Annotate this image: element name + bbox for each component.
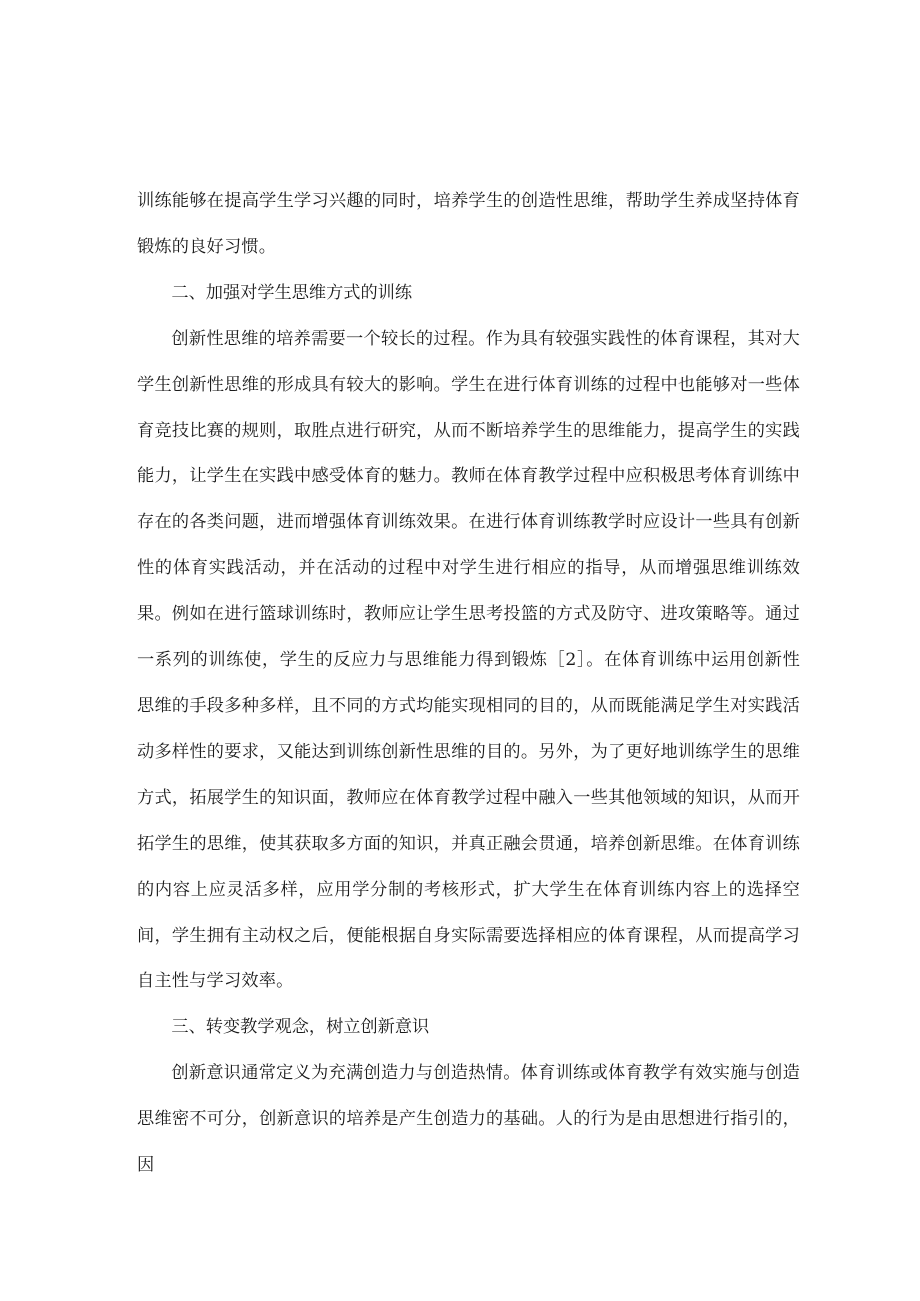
paragraph-continuation: 训练能够在提高学生学习兴趣的同时，培养学生的创造性思维，帮助学生养成坚持体育锻炼的良好习惯。 bbox=[137, 191, 800, 257]
section-heading-3: 三、转变教学观念，树立创新意识 bbox=[171, 1017, 430, 1038]
paragraph-section-3: 创新意识通常定义为充满创造力与创造热情。体育训练或体育教学有效实施与创造思维密不可分，创新意识的培养是产生创造力的基础。人的行为是由思想进行指引的，因 bbox=[137, 1063, 800, 1176]
document-body bbox=[137, 179, 800, 1189]
paragraph-section-2: 创新性思维的培养需要一个较长的过程。作为具有较强实践性的体育课程，其对大学生创新性思维的形成具有较大的影响。学生在进行体育训练的过程中也能够对一些体育竞技比赛的规则，取胜点进行研究，从而不断培养学生的思维能力，提高学生的实践能力，让学生在实践中感受体育的魅力。教师在体育教学过程中应积极思考体育训练中存在的各类问题，进而增强体育训练效果。在进行体育训练教学时应设计一些具有创新性的体育实践活动，并在活动的过程中对学生进行相应的指导，从而增强思维训练效果。例如在进行篮球训练时，教师应让学生思考投篮的方式及防守、进攻策略等。通过一系列的训练使，学生的反应力与思维能力得到锻炼［2］。在体育训练中运用创新性思维的手段多种多样，且不同的方式均能实现相同的目的，从而既能满足学生对实践活动多样性的要求，又能达到训练创新性思维的目的。另外，为了更好地训练学生的思维方式，拓展学生的知识面，教师应在体育教学过程中融入一些其他领域的知识，从而开拓学生的思维，使其获取多方面的知识，并真正融会贯通，培养创新思维。在体育训练的内容上应灵活多样，应用学分制的考核形式，扩大学生在体育训练内容上的选择空间，学生拥有主动权之后，便能根据自身实际需要选择相应的体育课程，从而提高学习自主性与学习效率。 bbox=[137, 328, 800, 992]
section-heading-2: 二、加强对学生思维方式的训练 bbox=[171, 282, 413, 303]
